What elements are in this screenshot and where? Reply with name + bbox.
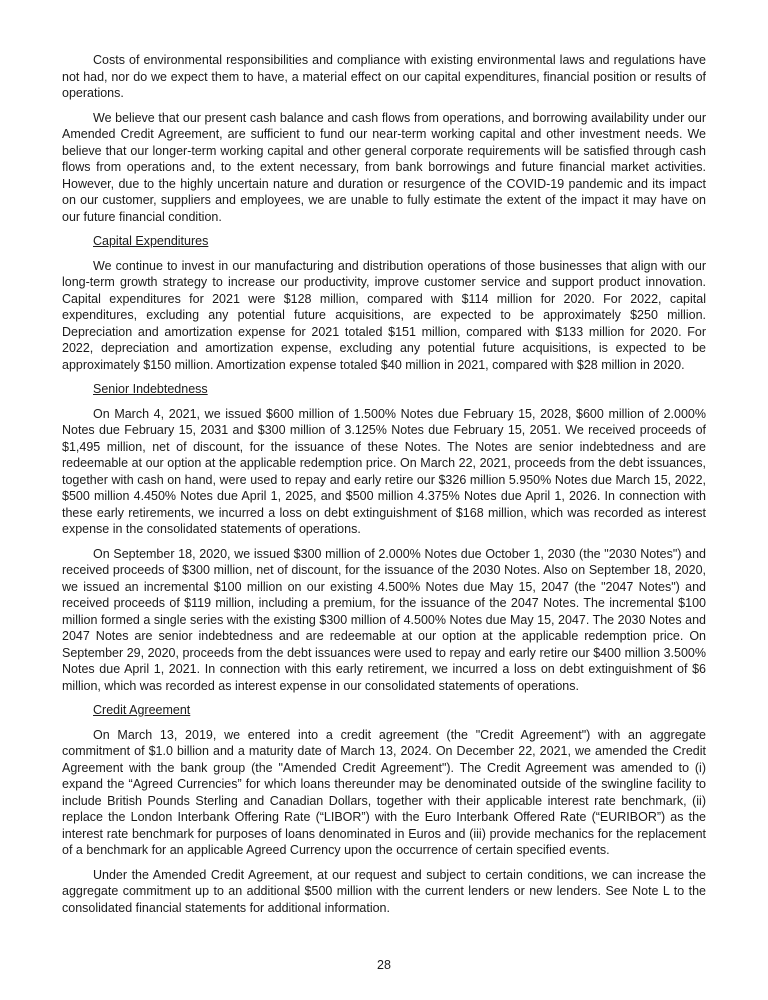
heading-credit-agreement: Credit Agreement (93, 703, 191, 717)
document-page (62, 52, 706, 924)
paragraph-senior-indebtedness-2020: On September 18, 2020, we issued $300 million of 2.000% Notes due October 1, 2030 (the "2030 Notes") and received proceeds of $300 million, net of discount, for the issuance of the 2030 Notes. Also on September 18, 2020, we issued an incremental $100 million on our existing 4.500% Notes due May 15, 2047 (the "2047 Notes") and received proceeds of $119 million, including a premium, for the issuance of the 2047 Notes. The incremental $100 million formed a single series with the existing $300 million of 4.500% Notes due May 15, 2047. The 2030 Notes and 2047 Notes are senior indebtedness and are redeemable at our option at the applicable redemption price. On September 29, 2020, proceeds from the debt issuances were used to repay and early retire our $400 million 3.500% Notes due April 1, 2021. In connection with this early retirement, we incurred a loss on debt extinguishment of $6 million, which was recorded as interest expense in our consolidated statements of operations. (62, 546, 706, 693)
paragraph-credit-agreement: On March 13, 2019, we entered into a credit agreement (the "Credit Agreement") with an aggregate commitment of $1.0 billion and a maturity date of March 13, 2024. On December 22, 2021, we amended the Credit Agreement with the bank group (the "Amended Credit Agreement"). The Credit Agreement was amended to (i) expand the “Agreed Currencies” for which loans thereunder may be denominated outside of the swingline facility to include British Pounds Sterling and Canadian Dollars, together with their applicable interest rate benchmark, (ii) replace the London Interbank Offering Rate (“LIBOR”) with the Euro Interbank Offered Rate (“EURIBOR”) as the interest rate benchmark for purposes of loans denominated in Euros and (iii) provide mechanics for the replacement of a benchmark for an applicable Agreed Currency upon the occurrence of certain specified events. (62, 727, 706, 857)
paragraph-capital-expenditures: We continue to invest in our manufacturing and distribution operations of those businesses that align with our long-term growth strategy to increase our productivity, improve customer service and support product innovation. Capital expenditures for 2021 were $128 million, compared with $114 million for 2020. For 2022, capital expenditures, excluding any potential future acquisitions, are expected to be approximately $250 million. Depreciation and amortization expense for 2021 totaled $151 million, compared with $133 million for 2020. For 2022, depreciation and amortization expense, excluding any potential future acquisitions, is expected to be approximately $150 million. Amortization expense totaled $40 million in 2021, compared with $28 million in 2020. (62, 258, 706, 372)
paragraph-credit-agreement-increase: Under the Amended Credit Agreement, at our request and subject to certain conditions, we can increase the aggregate commitment up to an additional $500 million with the current lenders or new lenders. See Note L to the consolidated financial statements for additional information. (62, 867, 706, 915)
paragraph-environmental: Costs of environmental responsibilities and compliance with existing environmental laws and regulations have not had, nor do we expect them to have, a material effect on our capital expenditures, financial position or results of operations. (62, 53, 706, 100)
page-number: 28 (377, 958, 391, 972)
heading-capital-expenditures: Capital Expenditures (93, 234, 209, 248)
heading-senior-indebtedness: Senior Indebtedness (93, 382, 208, 396)
paragraph-senior-indebtedness-2021: On March 4, 2021, we issued $600 million of 1.500% Notes due February 15, 2028, $600 million of 2.000% Notes due February 15, 2031 and $300 million of 3.125% Notes due February 15, 2051. We received proceeds of $1,495 million, net of discount, for the issuance of these Notes. The Notes are senior indebtedness and are redeemable at our option at the applicable redemption price. On March 22, 2021, proceeds from the debt issuances, together with cash on hand, were used to repay and early retire our $326 million 5.950% Notes due March 15, 2022, $500 million 4.450% Notes due April 1, 2025, and $500 million 4.375% Notes due April 1, 2026. In connection with these early retirements, we incurred a loss on debt extinguishment of $168 million, which was recorded as interest expense in the consolidated statements of operations. (62, 406, 706, 536)
paragraph-liquidity: We believe that our present cash balance and cash flows from operations, and borrowing availability under our Amended Credit Agreement, are sufficient to fund our near-term working capital and other investment needs. We believe that our longer-term working capital and other general corporate requirements will be satisfied through cash flows from operations and, to the extent necessary, from bank borrowings and future financial market activities. However, due to the highly uncertain nature and duration or resurgence of the COVID-19 pandemic and its impact on our customer, suppliers and employees, we are unable to fully estimate the extent of the impact it may have on our future financial condition. (62, 110, 706, 224)
